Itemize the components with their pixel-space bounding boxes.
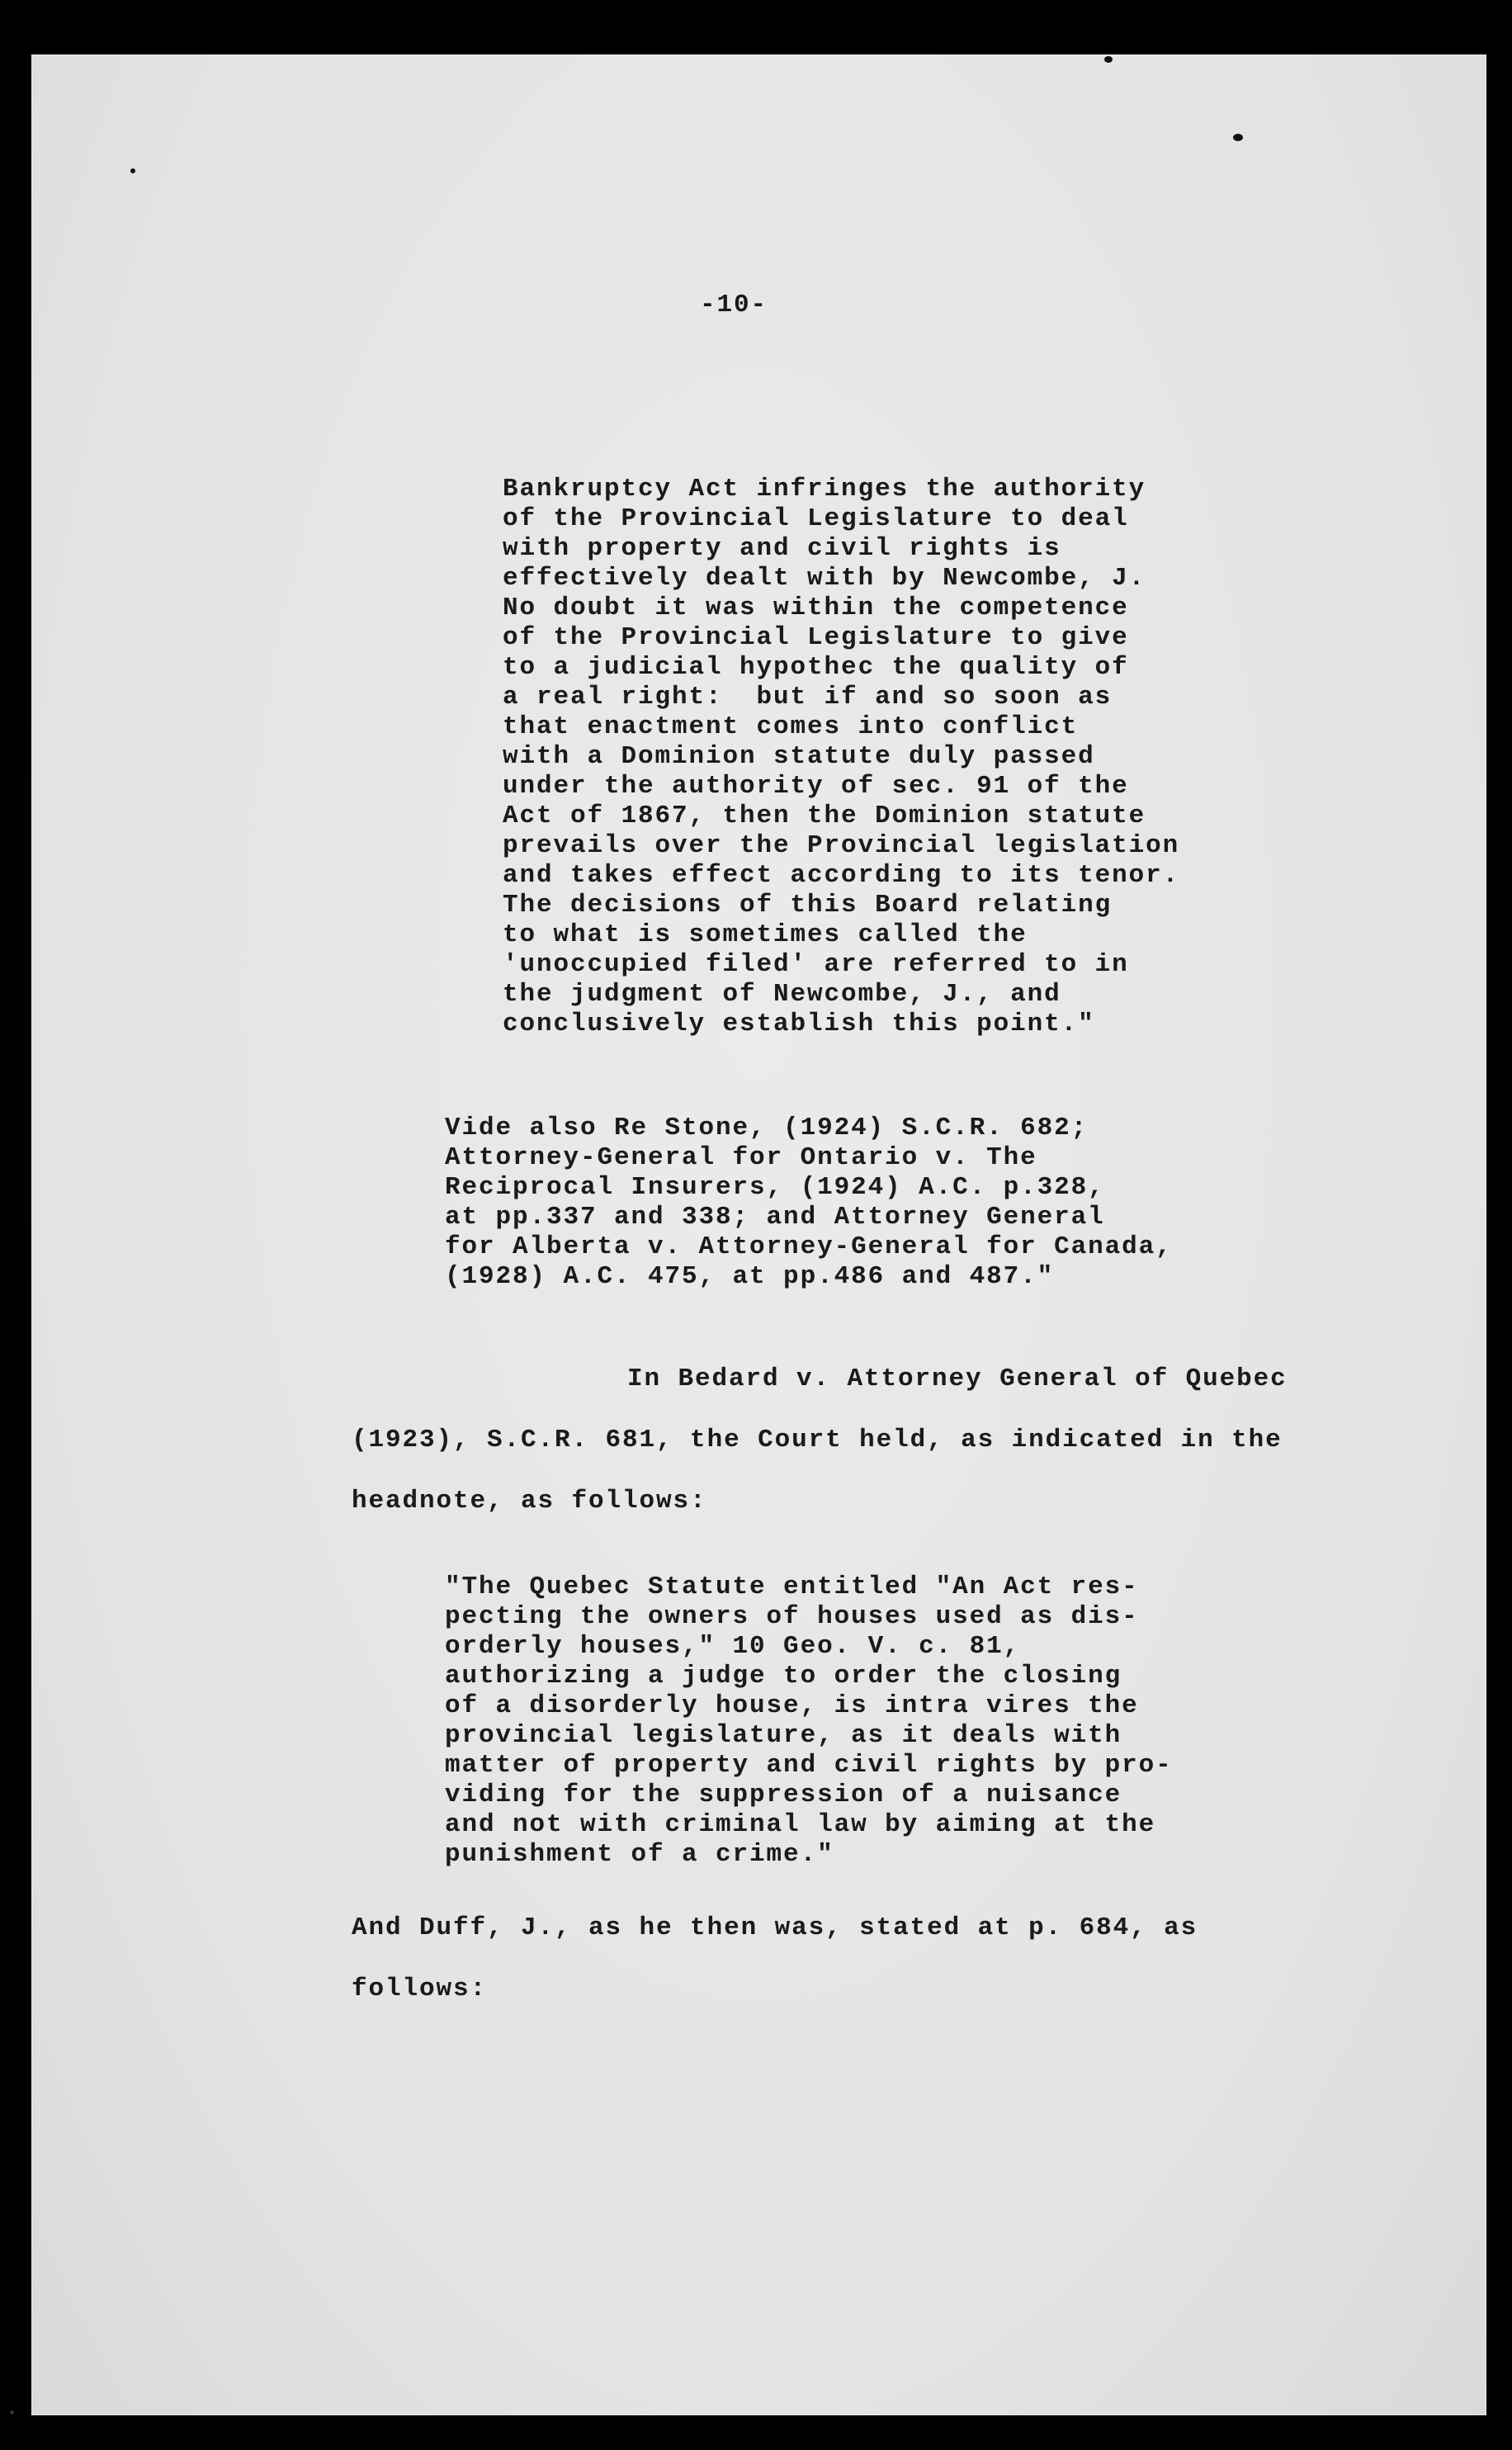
quote-line: to a judicial hypothec the quality of xyxy=(503,653,1129,682)
speck-mark xyxy=(10,2410,14,2415)
headnote-line: orderly houses," 10 Geo. V. c. 81, xyxy=(445,1632,1021,1661)
headnote-line: and not with criminal law by aiming at the xyxy=(445,1810,1156,1839)
speck-mark xyxy=(1233,134,1243,141)
citation-line: at pp.337 and 338; and Attorney General xyxy=(445,1203,1105,1232)
quote-block-privy-council xyxy=(503,475,1179,1039)
quote-line: Bankruptcy Act infringes the authority xyxy=(503,475,1146,504)
headnote-line: pecting the owners of houses used as dis- xyxy=(445,1602,1139,1631)
quote-block-headnote xyxy=(445,1573,1173,1870)
citation-line: Vide also Re Stone, (1924) S.C.R. 682; xyxy=(445,1114,1089,1142)
document-page xyxy=(31,54,1486,2415)
quote-line: conclusively establish this point." xyxy=(503,1010,1095,1038)
quote-line: a real right: but if and so soon as xyxy=(503,683,1113,712)
paragraph-line: follows: xyxy=(352,1975,488,2003)
quote-line: prevails over the Provincial legislation xyxy=(503,831,1180,860)
citation-line: Attorney-General for Ontario v. The xyxy=(445,1143,1037,1172)
paragraph-line: In Bedard v. Attorney General of Quebec xyxy=(627,1365,1288,1393)
quote-line: that enactment comes into conflict xyxy=(503,712,1079,741)
headnote-line: of a disorderly house, is intra vires the xyxy=(445,1691,1139,1720)
citation-line: for Alberta v. Attorney-General for Canada, xyxy=(445,1232,1173,1261)
paragraph-line: (1923), S.C.R. 681, the Court held, as indicated in the xyxy=(352,1426,1283,1454)
quote-line: under the authority of sec. 91 of the xyxy=(503,772,1129,801)
quote-line: The decisions of this Board relating xyxy=(503,891,1113,920)
quote-line: and takes effect according to its tenor. xyxy=(503,861,1180,890)
quote-line: 'unoccupied filed' are referred to in xyxy=(503,950,1129,979)
quote-line: with a Dominion statute duly passed xyxy=(503,742,1095,771)
paragraph-line: headnote, as follows: xyxy=(352,1487,707,1516)
quote-line: No doubt it was within the competence xyxy=(503,594,1129,622)
citation-line: (1928) A.C. 475, at pp.486 and 487." xyxy=(445,1262,1055,1291)
headnote-line: provincial legislature, as it deals with xyxy=(445,1721,1122,1750)
headnote-line: punishment of a crime." xyxy=(445,1840,834,1869)
page-number: -10- xyxy=(700,291,768,319)
quote-block-citations xyxy=(445,1114,1173,1292)
headnote-line: authorizing a judge to order the closing xyxy=(445,1662,1122,1691)
quote-line: Act of 1867, then the Dominion statute xyxy=(503,802,1146,830)
speck-mark xyxy=(1104,56,1113,63)
quote-line: the judgment of Newcombe, J., and xyxy=(503,980,1061,1009)
headnote-line: "The Quebec Statute entitled "An Act res- xyxy=(445,1573,1139,1601)
headnote-line: matter of property and civil rights by pro- xyxy=(445,1751,1173,1780)
quote-line: to what is sometimes called the xyxy=(503,920,1028,949)
quote-line: of the Provincial Legislature to deal xyxy=(503,504,1129,533)
paragraph-line: And Duff, J., as he then was, stated at p. 684, as xyxy=(352,1913,1198,1942)
headnote-line: viding for the suppression of a nuisance xyxy=(445,1781,1122,1809)
speck-mark xyxy=(130,168,135,173)
quote-line: of the Provincial Legislature to give xyxy=(503,623,1129,652)
quote-line: effectively dealt with by Newcombe, J. xyxy=(503,564,1146,593)
quote-line: with property and civil rights is xyxy=(503,534,1061,563)
citation-line: Reciprocal Insurers, (1924) A.C. p.328, xyxy=(445,1173,1105,1202)
